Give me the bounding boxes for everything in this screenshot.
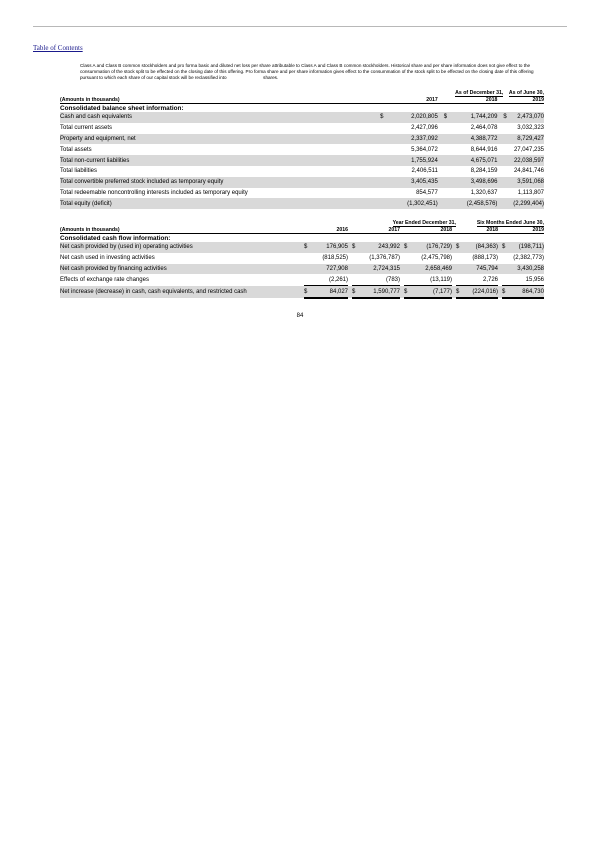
currency-symbol [444, 155, 454, 166]
cell-value: (176,729) [412, 242, 452, 253]
cell-value: (84,363) [464, 242, 498, 253]
currency-symbol [503, 166, 513, 177]
currency-symbol [502, 274, 510, 285]
row-label: Total assets [60, 146, 92, 153]
currency-symbol [503, 155, 513, 166]
row-label: Net cash provided by (used in) operating activities [60, 242, 304, 253]
cell-value: 2,427,096 [411, 125, 438, 132]
table-row [60, 155, 544, 166]
cell-value: 176,905 [312, 242, 348, 253]
cell-value: 2,464,078 [470, 125, 498, 132]
currency-symbol: $ [304, 242, 312, 253]
currency-symbol: $ [404, 242, 412, 253]
group-header-six-months: Six Months Ended June 30, [476, 220, 544, 227]
cell-value: (2,382,773) [513, 255, 544, 262]
year-header: 2017 [426, 96, 438, 103]
balance-sheet-table [60, 90, 544, 209]
cell-value: (198,711) [510, 242, 544, 253]
footnote-paragraph [80, 63, 540, 81]
footnote-text-end: shares. [263, 75, 279, 80]
currency-symbol: $ [456, 242, 464, 253]
currency-symbol [444, 188, 454, 199]
year-header: 2016 [336, 226, 348, 233]
table-row [60, 198, 544, 209]
row-label: Effects of exchange rate changes [60, 277, 149, 284]
cell-value: 3,032,323 [517, 125, 544, 132]
currency-symbol: $ [456, 286, 464, 298]
cell-value: 5,364,072 [411, 146, 438, 153]
table-row [60, 123, 544, 134]
cell-value: 727,908 [312, 264, 348, 275]
currency-symbol [444, 144, 454, 155]
cell-value: 4,675,071 [454, 155, 498, 166]
currency-symbol [444, 166, 454, 177]
cell-value: 243,992 [360, 242, 400, 253]
group-header-june: As of June 30, [508, 90, 544, 97]
year-header: 2017 [388, 226, 400, 233]
row-label: Total current assets [60, 125, 113, 132]
cell-value: (818,525) [322, 255, 348, 262]
currency-symbol: $ [380, 112, 390, 123]
currency-symbol [502, 253, 510, 264]
row-label: Total non-current liabilities [60, 155, 380, 166]
currency-symbol [380, 188, 390, 199]
currency-symbol [502, 264, 510, 275]
row-label: Property and equipment, net [60, 134, 380, 145]
currency-symbol [352, 253, 360, 264]
cell-value: (2,475,798) [421, 255, 452, 262]
cell-value: 4,388,772 [454, 134, 498, 145]
cell-value: (7,177) [412, 286, 452, 298]
table-row [60, 274, 544, 285]
cell-value: 2,658,469 [412, 264, 452, 275]
cell-value: 3,591,068 [513, 177, 544, 188]
row-label: Total convertible preferred stock included as temporary equity [60, 177, 380, 188]
top-rule [33, 26, 567, 27]
section-title: Consolidated balance sheet information: [60, 104, 544, 113]
currency-symbol [304, 274, 312, 285]
currency-symbol [503, 144, 513, 155]
row-label: Net increase (decrease) in cash, cash equivalents, and restricted cash [60, 286, 304, 298]
cell-value: (2,261) [312, 274, 348, 285]
currency-symbol [380, 123, 390, 134]
cell-value: 27,047,235 [513, 146, 544, 153]
cell-value: 8,729,427 [513, 134, 544, 145]
cell-value: 1,320,637 [470, 189, 498, 196]
cell-value: 84,027 [312, 286, 348, 298]
cell-value: 3,430,258 [510, 264, 544, 275]
cash-flow-table [60, 220, 544, 299]
currency-symbol [404, 264, 412, 275]
table-row [60, 253, 544, 264]
cell-value: 2,406,511 [411, 168, 438, 175]
cell-value: 15,956 [510, 274, 544, 285]
table-row [60, 286, 544, 298]
currency-symbol [352, 264, 360, 275]
cell-value: (1,302,451) [390, 198, 438, 209]
table-row [60, 264, 544, 275]
currency-symbol [380, 155, 390, 166]
cell-value: 1,755,924 [390, 155, 438, 166]
group-header-december: As of December 31, [455, 90, 504, 97]
currency-symbol: $ [404, 286, 412, 298]
currency-symbol [404, 253, 412, 264]
currency-symbol [503, 134, 513, 145]
table-row [60, 144, 544, 155]
cell-value: 864,730 [510, 286, 544, 298]
currency-symbol [456, 274, 464, 285]
currency-symbol [304, 264, 312, 275]
table-row [60, 188, 544, 199]
cell-value: (888,173) [472, 255, 498, 262]
group-header-year-ended: Year Ended December 31, [392, 220, 456, 227]
cell-value: 3,405,435 [390, 177, 438, 188]
currency-symbol [444, 177, 454, 188]
cell-value: 1,113,807 [517, 189, 544, 196]
cell-value: 2,724,315 [360, 264, 400, 275]
cell-value: (2,458,576) [454, 198, 498, 209]
year-header: 2018 [440, 226, 452, 233]
year-header: 2019 [532, 226, 544, 233]
footnote-text: Class A and Class B common stockholders and pro forma basic and diluted net loss per share attributable to Class A and Class B common stockholders. Historical share and per share information does not give effect to the consummation of the stock split to be effected on the closing date of this offering. Pro forma share and per share information gives effect to the consummation of the stock split to be effected on the closing date of this offering pursuant to which each share of our capital stock will be reclassified into [80, 63, 534, 80]
cell-value: 2,020,805 [390, 112, 438, 123]
cell-value: 854,577 [416, 189, 438, 196]
currency-symbol [503, 123, 513, 134]
row-label: Net cash provided by financing activities [60, 264, 304, 275]
cell-value: (783) [360, 274, 400, 285]
page-number: 84 [296, 313, 304, 319]
cell-value: 2,726 [464, 274, 498, 285]
table-row [60, 134, 544, 145]
currency-symbol [380, 144, 390, 155]
row-label: Total redeemable noncontrolling interests included as temporary equity [60, 189, 248, 196]
currency-symbol [456, 253, 464, 264]
currency-symbol: $ [503, 112, 513, 123]
currency-symbol: $ [352, 242, 360, 253]
cell-value: 22,038,597 [513, 155, 544, 166]
amounts-label: (Amounts in thousands) [60, 96, 120, 103]
cell-value: (2,299,404) [513, 198, 544, 209]
cell-value: 1,744,209 [454, 112, 498, 123]
currency-symbol [444, 134, 454, 145]
currency-symbol [456, 264, 464, 275]
currency-symbol [304, 253, 312, 264]
currency-symbol [380, 177, 390, 188]
currency-symbol [380, 134, 390, 145]
row-label: Cash and cash equivalents [60, 112, 380, 123]
year-header: 2019 [532, 96, 544, 103]
currency-symbol [503, 188, 513, 199]
amounts-label: (Amounts in thousands) [60, 226, 120, 233]
currency-symbol: $ [304, 286, 312, 298]
currency-symbol: $ [444, 112, 454, 123]
currency-symbol [503, 177, 513, 188]
currency-symbol [380, 166, 390, 177]
table-row [60, 112, 544, 123]
row-label: Total equity (deficit) [60, 198, 380, 209]
cell-value: 8,644,916 [470, 146, 498, 153]
cell-value: 2,473,070 [513, 112, 544, 123]
cell-value: 24,841,746 [513, 168, 544, 175]
currency-symbol [444, 123, 454, 134]
currency-symbol [404, 274, 412, 285]
row-label: Net cash used in investing activities [60, 255, 155, 262]
year-header: 2018 [486, 226, 498, 233]
table-row [60, 166, 544, 177]
year-header: 2018 [485, 96, 498, 103]
row-label: Total liabilities [60, 168, 98, 175]
cell-value: 2,337,092 [390, 134, 438, 145]
table-of-contents-link[interactable]: Table of Contents [33, 44, 83, 52]
currency-symbol [380, 198, 390, 209]
cell-value: (224,016) [464, 286, 498, 298]
currency-symbol: $ [352, 286, 360, 298]
cell-value: 3,498,696 [454, 177, 498, 188]
cell-value: 1,590,777 [360, 286, 400, 298]
cell-value: (1,376,787) [369, 255, 400, 262]
currency-symbol: $ [502, 242, 510, 253]
currency-symbol: $ [502, 286, 510, 298]
currency-symbol [503, 198, 513, 209]
section-title: Consolidated cash flow information: [60, 234, 544, 243]
cell-value: 745,794 [464, 264, 498, 275]
table-row [60, 177, 544, 188]
cell-value: (13,119) [412, 274, 452, 285]
table-row [60, 242, 544, 253]
currency-symbol [352, 274, 360, 285]
cell-value: 8,284,159 [470, 168, 498, 175]
currency-symbol [444, 198, 454, 209]
